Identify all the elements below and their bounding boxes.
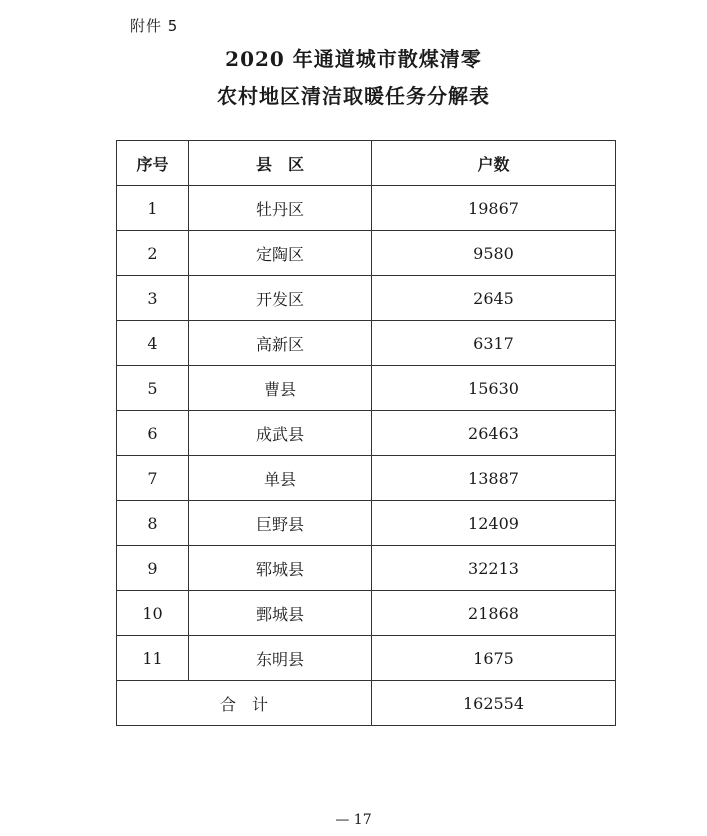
cell-county: 曹县: [189, 366, 372, 411]
cell-county: 郓城县: [189, 546, 372, 591]
cell-households: 1675: [372, 636, 616, 681]
cell-serial-number: 5: [117, 366, 189, 411]
cell-serial-number: 10: [117, 591, 189, 636]
table-total-row: [117, 681, 616, 726]
cell-households: 12409: [372, 501, 616, 546]
cell-households: 32213: [372, 546, 616, 591]
document-title-line2: 农村地区清洁取暖任务分解表: [217, 84, 490, 108]
cell-serial-number: 11: [117, 636, 189, 681]
cell-county: 定陶区: [189, 231, 372, 276]
table-body: [117, 186, 616, 726]
cell-serial-number: 8: [117, 501, 189, 546]
cell-county: 成武县: [189, 411, 372, 456]
document-title-line1: 2020 年通道城市散煤清零: [225, 47, 482, 71]
cell-county: 单县: [189, 456, 372, 501]
table-row: [117, 411, 616, 456]
cell-households: 26463: [372, 411, 616, 456]
cell-households: 15630: [372, 366, 616, 411]
cell-county: 牡丹区: [189, 186, 372, 231]
cell-serial-number: 3: [117, 276, 189, 321]
cell-serial-number: 1: [117, 186, 189, 231]
table-row: [117, 186, 616, 231]
total-value: 162554: [372, 681, 616, 726]
cell-serial-number: 6: [117, 411, 189, 456]
cell-serial-number: 4: [117, 321, 189, 366]
table-row: [117, 546, 616, 591]
cell-households: 19867: [372, 186, 616, 231]
header-serial-number: 序号: [117, 141, 189, 186]
cell-households: 13887: [372, 456, 616, 501]
cell-households: 9580: [372, 231, 616, 276]
table-row: [117, 276, 616, 321]
attachment-label: 附件 5: [130, 17, 179, 35]
table-row: [117, 321, 616, 366]
table-row: [117, 231, 616, 276]
table-row: [117, 501, 616, 546]
cell-county: 巨野县: [189, 501, 372, 546]
cell-county: 东明县: [189, 636, 372, 681]
cell-households: 6317: [372, 321, 616, 366]
table-row: [117, 636, 616, 681]
table-row: [117, 366, 616, 411]
header-households: 户数: [372, 141, 616, 186]
table-row: [117, 591, 616, 636]
cell-households: 21868: [372, 591, 616, 636]
total-label: 合 计: [117, 681, 372, 726]
task-table: [116, 140, 616, 726]
page-number: — 17: [335, 812, 372, 828]
cell-serial-number: 2: [117, 231, 189, 276]
cell-households: 2645: [372, 276, 616, 321]
cell-county: 开发区: [189, 276, 372, 321]
cell-serial-number: 7: [117, 456, 189, 501]
table-row: [117, 456, 616, 501]
table-header-row: [117, 141, 616, 186]
cell-county: 鄄城县: [189, 591, 372, 636]
cell-county: 高新区: [189, 321, 372, 366]
cell-serial-number: 9: [117, 546, 189, 591]
header-county: 县 区: [189, 141, 372, 186]
